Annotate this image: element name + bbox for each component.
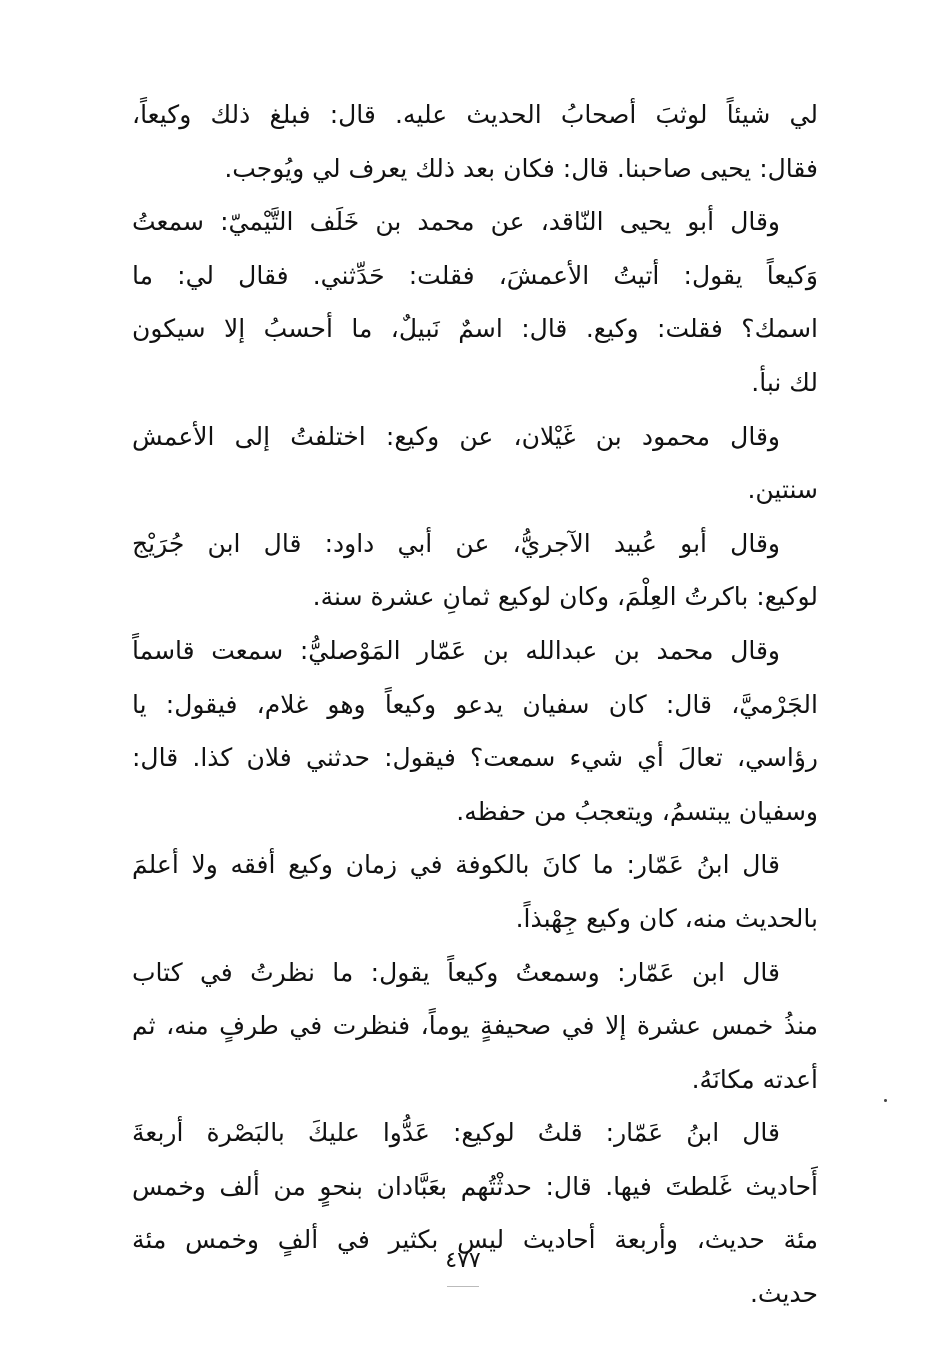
text-line: لي شيئاً لوثبَ أصحابُ الحديث عليه. قال: فبلغ ذلك وكيعاً، bbox=[132, 100, 818, 129]
text-line: حديث. bbox=[749, 1279, 818, 1309]
text-line: اسمك؟ فقلت: وكيع. قال: اسمٌ نَبيلٌ، ما أحسبُ إلا سيكون bbox=[132, 314, 818, 344]
text-line: وقال أبو يحيى النّاقد، عن محمد بن خَلَف التَّيْميّ: سمعتُ bbox=[132, 207, 780, 237]
text-line: الجَرْميَّ، قال: كان سفيان يدعو وكيعاً وهو غلام، فيقول: يا bbox=[132, 689, 818, 719]
text-line: وقال محمد بن عبدالله بن عَمّار المَوْصليُّ: سمعت قاسماً bbox=[132, 635, 780, 665]
text-line: قال ابن عَمّار: وسمعتُ وكيعاً يقول: ما نظرتُ في كتاب bbox=[132, 957, 780, 987]
text-line: مئة حديث، وأربعة أحاديث ليس بكثير في ألفٍ وخمس مئة bbox=[132, 1225, 818, 1255]
text-line: وسفيان يبتسمُ، ويتعجبُ من حفظه. bbox=[456, 796, 818, 826]
text-line: منذُ خمس عشرة إلا في صحيفةٍ يوماً، فنظرت في طرفٍ منه، ثم bbox=[132, 1011, 818, 1041]
text-line: لك نبأ. bbox=[751, 367, 818, 397]
page-number: ٤٧٧ bbox=[445, 1248, 481, 1273]
text-line: وقال محمود بن غَيْلان، عن وكيع: اختلفتُ إلى الأعمش bbox=[132, 421, 780, 451]
scan-speck bbox=[884, 1099, 887, 1102]
page-number-underline bbox=[447, 1286, 479, 1287]
text-line: وقال أبو عُبيد الآجريُّ، عن أبي داود: قال ابن جُرَيْج bbox=[132, 528, 780, 558]
text-line: سنتين. bbox=[747, 475, 818, 505]
text-line: فقال: يحيى صاحبنا. قال: فكان بعد ذلك يعرف لي ويُوجب. bbox=[224, 153, 818, 183]
text-line: لوكيع: باكرتُ العِلْمَ، وكان لوكيع ثمانِ عشرة سنة. bbox=[312, 582, 818, 612]
text-line: قال ابنُ عَمّار: قلتُ لوكيع: عَدُّوا عليكَ بالبَصْرة أربعةَ bbox=[132, 1118, 780, 1148]
text-line: وَكيعاً يقول: أتيتُ الأعمشَ، فقلت: حَدِّثني. فقال لي: ما bbox=[132, 260, 818, 290]
body-text bbox=[132, 88, 818, 1321]
text-line: رؤاسي، تعالَ أي شيء سمعت؟ فيقول: حدثني فلان كذا. قال: bbox=[132, 743, 818, 773]
text-line: أَحاديث غَلطتَ فيها. قال: حدثْتُهم بعَبَّادان بنحوٍ من ألف وخمس bbox=[132, 1171, 818, 1201]
text-line: أعدته مكانَهُ. bbox=[691, 1064, 818, 1094]
text-line: بالحديث منه، كان وكيع جِهْبذاً. bbox=[515, 903, 818, 933]
text-line: قال ابنُ عَمّار: ما كانَ بالكوفة في زمان وكيع أفقه ولا أعلمَ bbox=[132, 850, 780, 880]
